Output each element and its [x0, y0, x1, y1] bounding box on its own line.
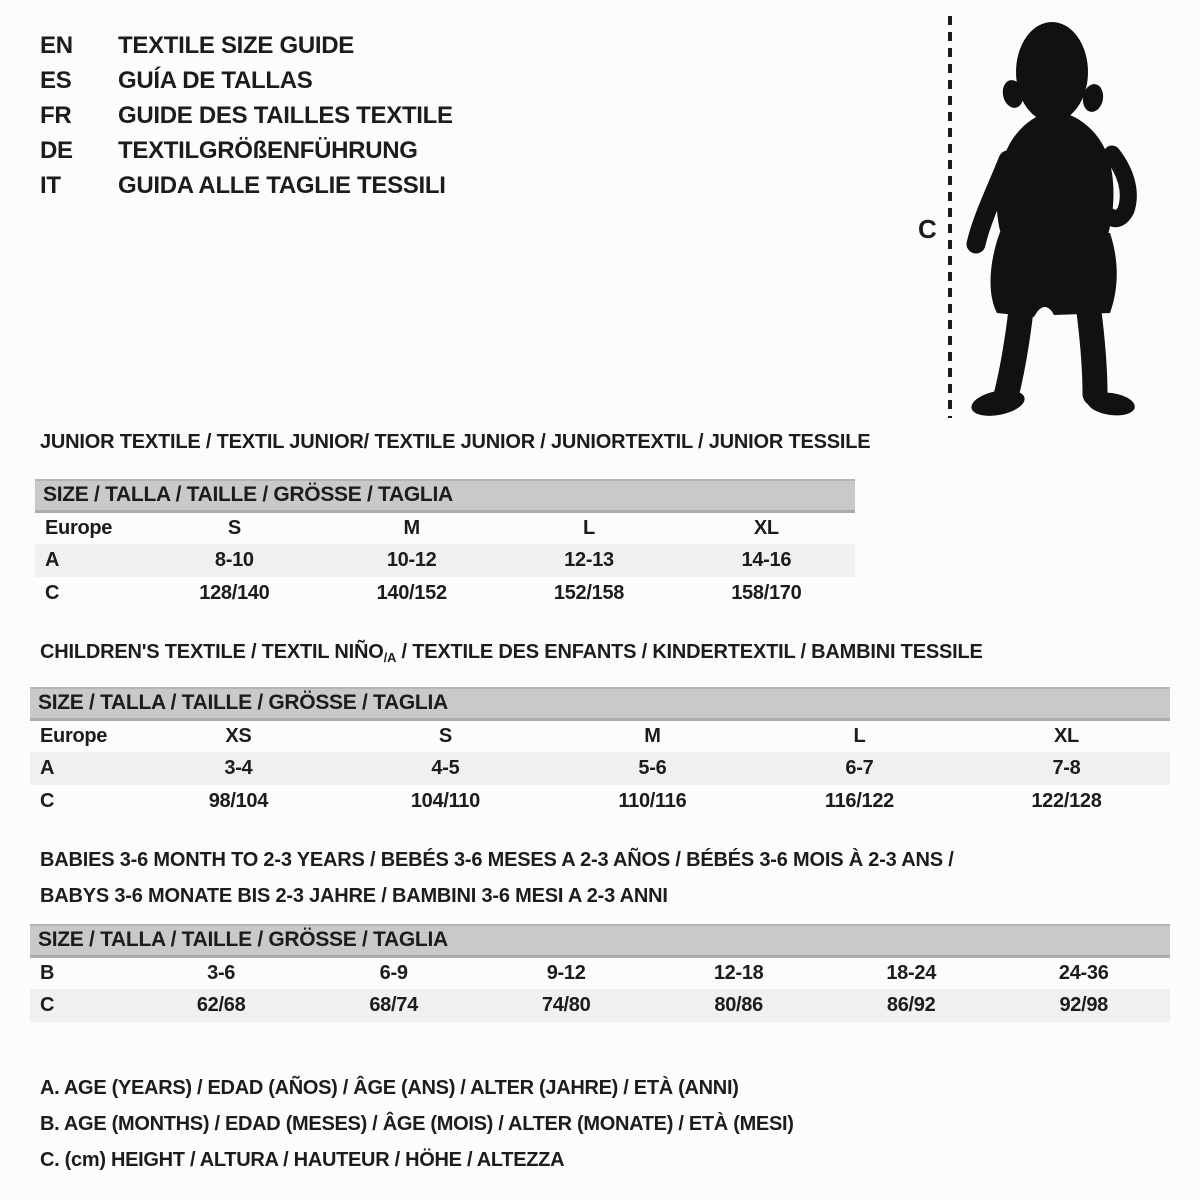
- size-header: SIZE / TALLA / TAILLE / GRÖSSE / TAGLIA: [35, 480, 855, 511]
- value-cell: 62/68: [196, 994, 246, 1016]
- language-title: GUIDA ALLE TAGLIE TESSILI: [118, 171, 446, 199]
- list-item: [40, 98, 453, 133]
- junior-section-title: JUNIOR TEXTILE / TEXTIL JUNIOR/ TEXTILE JUNIOR / JUNIORTEXTIL / JUNIOR TESSILE: [40, 431, 871, 453]
- value-cell: 140/152: [376, 582, 447, 604]
- row-label-cell: C: [45, 582, 60, 604]
- table-header-row: [30, 688, 1170, 719]
- row-label-cell: C: [40, 790, 55, 812]
- row-label-cell: A: [40, 757, 55, 779]
- value-cell: 8-10: [214, 549, 254, 571]
- title-subscript: /A: [383, 650, 397, 665]
- value-cell: M: [644, 724, 661, 747]
- list-item: [40, 168, 453, 203]
- value-cell: 6-7: [845, 757, 874, 779]
- table-row: [30, 785, 1170, 818]
- value-cell: 110/116: [618, 790, 687, 812]
- language-code: IT: [40, 171, 61, 199]
- table-row: [30, 956, 1170, 989]
- value-cell: L: [583, 516, 595, 539]
- measure-c-label: C: [918, 214, 937, 244]
- value-cell: 128/140: [199, 582, 270, 604]
- language-title: GUIDE DES TAILLES TEXTILE: [118, 101, 453, 129]
- value-cell: 12-18: [713, 961, 764, 984]
- list-item: [40, 28, 453, 63]
- value-cell: 3-4: [224, 757, 253, 779]
- value-cell: S: [227, 516, 241, 539]
- section-title-text: / TEXTILE DES ENFANTS / KINDERTEXTIL / BAMBINI TESSILE: [396, 641, 983, 663]
- row-label-cell: Europe: [45, 516, 113, 539]
- language-code: FR: [40, 101, 72, 129]
- height-measure-figure: [900, 12, 1180, 422]
- language-code: DE: [40, 136, 73, 164]
- value-cell: 158/170: [731, 582, 802, 604]
- size-header: SIZE / TALLA / TAILLE / GRÖSSE / TAGLIA: [30, 925, 1170, 956]
- children-size-table: [30, 687, 1170, 818]
- language-title: TEXTILGRÖßENFÜHRUNG: [118, 136, 418, 164]
- table-row: [30, 989, 1170, 1022]
- value-cell: 104/110: [410, 790, 480, 812]
- value-cell: 92/98: [1059, 994, 1108, 1016]
- section-title-text: CHILDREN'S TEXTILE / TEXTIL NIÑO: [40, 641, 384, 663]
- table-row: [30, 719, 1170, 752]
- row-label-cell: C: [40, 994, 55, 1016]
- legend-line-c: C. (cm) HEIGHT / ALTURA / HAUTEUR / HÖHE / ALTEZZA: [40, 1149, 565, 1171]
- value-cell: L: [853, 724, 866, 747]
- value-cell: 5-6: [638, 757, 667, 779]
- value-cell: 152/158: [553, 582, 625, 604]
- value-cell: 14-16: [741, 549, 792, 571]
- value-cell: M: [403, 516, 420, 539]
- row-label-cell: Europe: [40, 724, 108, 747]
- table-row: [35, 544, 855, 577]
- children-section-title: [40, 641, 983, 664]
- size-header: SIZE / TALLA / TAILLE / GRÖSSE / TAGLIA: [30, 688, 1170, 719]
- table-header-row: [30, 925, 1170, 956]
- legend-line-b: B. AGE (MONTHS) / EDAD (MESES) / ÂGE (MOIS) / ALTER (MONATE) / ETÀ (MESI): [40, 1113, 794, 1135]
- value-cell: 7-8: [1052, 757, 1081, 779]
- value-cell: XL: [753, 516, 779, 539]
- list-item: [40, 63, 453, 98]
- legend-line-a: A. AGE (YEARS) / EDAD (AÑOS) / ÂGE (ANS) / ALTER (JAHRE) / ETÀ (ANNI): [40, 1077, 739, 1099]
- value-cell: 68/74: [369, 994, 418, 1016]
- value-cell: 74/80: [541, 994, 591, 1016]
- value-cell: 116/122: [824, 790, 894, 812]
- value-cell: 6-9: [379, 961, 408, 984]
- value-cell: 9-12: [546, 961, 586, 984]
- dashed-measure-line: [948, 16, 952, 418]
- table-row: [35, 511, 855, 544]
- value-cell: 98/104: [208, 790, 269, 812]
- value-cell: XL: [1053, 724, 1079, 747]
- value-cell: S: [438, 724, 452, 747]
- language-title: TEXTILE SIZE GUIDE: [118, 31, 354, 59]
- value-cell: 10-12: [386, 549, 437, 571]
- value-cell: 4-5: [431, 757, 460, 779]
- babies-size-table: [30, 924, 1170, 1022]
- value-cell: 3-6: [207, 961, 236, 984]
- junior-size-table: [35, 479, 855, 610]
- value-cell: 24-36: [1058, 961, 1109, 984]
- language-code: EN: [40, 31, 73, 59]
- value-cell: 86/92: [886, 994, 936, 1016]
- babies-title-line1: BABIES 3-6 MONTH TO 2-3 YEARS / BEBÉS 3-6 MESES A 2-3 AÑOS / BÉBÉS 3-6 MOIS À 2-3 ANS /: [40, 849, 954, 871]
- row-label-cell: A: [45, 549, 60, 571]
- list-item: [40, 133, 453, 168]
- language-title: GUÍA DE TALLAS: [118, 66, 313, 94]
- language-title-list: [40, 28, 453, 203]
- value-cell: 18-24: [886, 961, 937, 984]
- babies-title-line2: BABYS 3-6 MONATE BIS 2-3 JAHRE / BAMBINI 3-6 MESI A 2-3 ANNI: [40, 885, 668, 907]
- value-cell: 122/128: [1031, 790, 1102, 812]
- row-label-cell: B: [40, 961, 55, 984]
- value-cell: XS: [225, 724, 252, 747]
- table-row: [30, 752, 1170, 785]
- value-cell: 80/86: [714, 994, 763, 1016]
- measure-legend: [40, 1070, 794, 1178]
- table-header-row: [35, 480, 855, 511]
- babies-section-title: [40, 842, 954, 914]
- toddler-silhouette-icon: [964, 14, 1146, 420]
- value-cell: 12-13: [564, 549, 614, 571]
- language-code: ES: [40, 66, 72, 94]
- table-row: [35, 577, 855, 610]
